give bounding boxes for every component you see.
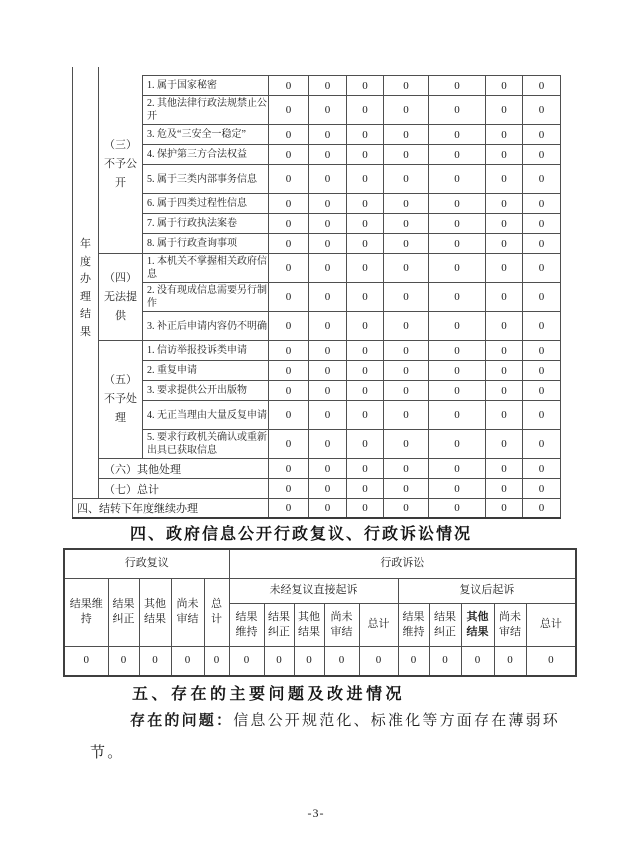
value-cell: 0 bbox=[347, 234, 384, 254]
section-4-heading: 四、政府信息公开行政复议、行政诉讼情况 bbox=[130, 526, 473, 543]
value-cell: 0 bbox=[429, 125, 486, 145]
value-cell: 0 bbox=[309, 381, 347, 401]
value-cell: 0 bbox=[429, 401, 486, 430]
value-cell: 0 bbox=[384, 165, 429, 194]
value-cell: 0 bbox=[347, 96, 384, 125]
value-cell: 0 bbox=[523, 459, 561, 479]
value-cell: 0 bbox=[309, 312, 347, 341]
value-cell: 0 bbox=[486, 125, 523, 145]
annual-processing-results-table bbox=[72, 75, 561, 519]
section-5-heading: 五、存在的主要问题及改进情况 bbox=[132, 686, 406, 703]
value-cell: 0 bbox=[347, 459, 384, 479]
value-cell: 0 bbox=[429, 145, 486, 165]
column-header: 总计 bbox=[526, 603, 576, 646]
issue-label: 存在的问题： bbox=[130, 713, 234, 729]
value-cell: 0 bbox=[486, 76, 523, 96]
item-label: 2. 重复申请 bbox=[143, 361, 269, 381]
value-cell: 0 bbox=[523, 361, 561, 381]
value-cell: 0 bbox=[269, 194, 309, 214]
value-cell: 0 bbox=[384, 76, 429, 96]
value-cell: 0 bbox=[269, 76, 309, 96]
value-cell: 0 bbox=[523, 312, 561, 341]
value-cell: 0 bbox=[398, 646, 429, 676]
value-cell: 0 bbox=[269, 312, 309, 341]
value-cell: 0 bbox=[486, 145, 523, 165]
item-label: 3. 危及“三安全一稳定” bbox=[143, 125, 269, 145]
item-label: 6. 属于四类过程性信息 bbox=[143, 194, 269, 214]
value-cell: 0 bbox=[384, 145, 429, 165]
item-label: 5. 要求行政机关确认或重新出具已获取信息 bbox=[143, 430, 269, 459]
value-cell: 0 bbox=[269, 96, 309, 125]
value-cell: 0 bbox=[384, 194, 429, 214]
value-cell: 0 bbox=[384, 479, 429, 499]
value-cell: 0 bbox=[486, 479, 523, 499]
post-review-suit-subheader: 复议后起诉 bbox=[398, 578, 576, 603]
value-cell: 0 bbox=[269, 254, 309, 283]
table-row bbox=[73, 499, 561, 519]
value-cell: 0 bbox=[384, 214, 429, 234]
value-cell: 0 bbox=[309, 165, 347, 194]
value-cell: 0 bbox=[429, 361, 486, 381]
value-cell: 0 bbox=[523, 341, 561, 361]
value-cell: 0 bbox=[309, 459, 347, 479]
value-cell: 0 bbox=[486, 165, 523, 194]
column-header: 其他结果 bbox=[461, 603, 494, 646]
column-header: 结果维持 bbox=[398, 603, 429, 646]
value-cell: 0 bbox=[64, 646, 108, 676]
value-cell: 0 bbox=[523, 76, 561, 96]
value-cell: 0 bbox=[347, 361, 384, 381]
value-cell: 0 bbox=[523, 194, 561, 214]
value-cell: 0 bbox=[171, 646, 204, 676]
value-cell: 0 bbox=[309, 76, 347, 96]
issue-text: 信息公开规范化、标准化等方面存在薄弱环节。 bbox=[90, 713, 561, 761]
column-header: 结果维持 bbox=[229, 603, 264, 646]
value-cell: 0 bbox=[486, 361, 523, 381]
value-cell: 0 bbox=[384, 361, 429, 381]
value-cell: 0 bbox=[384, 312, 429, 341]
value-cell: 0 bbox=[269, 283, 309, 312]
value-cell: 0 bbox=[429, 194, 486, 214]
value-cell: 0 bbox=[269, 479, 309, 499]
value-cell: 0 bbox=[309, 479, 347, 499]
value-cell: 0 bbox=[384, 283, 429, 312]
value-cell: 0 bbox=[309, 194, 347, 214]
review-lawsuit-table bbox=[63, 548, 577, 677]
value-cell: 0 bbox=[486, 341, 523, 361]
value-cell: 0 bbox=[461, 646, 494, 676]
item-label: 3. 要求提供公开出版物 bbox=[143, 381, 269, 401]
value-cell: 0 bbox=[486, 499, 523, 519]
value-cell: 0 bbox=[486, 254, 523, 283]
item-label: 4. 保护第三方合法权益 bbox=[143, 145, 269, 165]
value-cell: 0 bbox=[269, 165, 309, 194]
value-cell: 0 bbox=[429, 499, 486, 519]
value-cell: 0 bbox=[347, 145, 384, 165]
table-row bbox=[73, 401, 561, 430]
row-label-carryover: 四、结转下年度继续办理 bbox=[73, 499, 269, 519]
item-label: 7. 属于行政执法案卷 bbox=[143, 214, 269, 234]
value-cell: 0 bbox=[347, 194, 384, 214]
item-label: 1. 本机关不掌握相关政府信息 bbox=[143, 254, 269, 283]
value-cell: 0 bbox=[523, 479, 561, 499]
value-cell: 0 bbox=[486, 459, 523, 479]
value-cell: 0 bbox=[494, 646, 526, 676]
table-row bbox=[73, 145, 561, 165]
column-header: 尚未审结 bbox=[171, 578, 204, 646]
value-cell: 0 bbox=[523, 96, 561, 125]
value-cell: 0 bbox=[269, 401, 309, 430]
column-header: 尚未审结 bbox=[324, 603, 359, 646]
lawsuit-group-header: 行政诉讼 bbox=[229, 549, 576, 578]
item-label: 4. 无正当理由大量反复申请 bbox=[143, 401, 269, 430]
row-axis-label-cell bbox=[73, 76, 99, 499]
value-cell: 0 bbox=[204, 646, 229, 676]
value-cell: 0 bbox=[347, 214, 384, 234]
table-row bbox=[73, 459, 561, 479]
value-cell: 0 bbox=[347, 430, 384, 459]
column-header: 其他结果 bbox=[139, 578, 171, 646]
category-cell-sec5: （五）不予处理 bbox=[99, 341, 143, 459]
item-label: 2. 其他法律行政法规禁止公开 bbox=[143, 96, 269, 125]
value-cell: 0 bbox=[486, 401, 523, 430]
value-cell: 0 bbox=[264, 646, 294, 676]
value-cell: 0 bbox=[384, 499, 429, 519]
value-cell: 0 bbox=[384, 381, 429, 401]
value-cell: 0 bbox=[486, 283, 523, 312]
value-cell: 0 bbox=[486, 381, 523, 401]
table-row bbox=[73, 234, 561, 254]
row-axis-label: 年度办理结果 bbox=[80, 238, 91, 338]
value-cell: 0 bbox=[429, 312, 486, 341]
table-row bbox=[73, 283, 561, 312]
value-cell: 0 bbox=[384, 125, 429, 145]
table-row bbox=[73, 194, 561, 214]
column-header: 结果纠正 bbox=[429, 603, 461, 646]
value-cell: 0 bbox=[429, 214, 486, 234]
value-cell: 0 bbox=[429, 254, 486, 283]
column-header: 尚未审结 bbox=[494, 603, 526, 646]
value-cell: 0 bbox=[347, 283, 384, 312]
value-cell: 0 bbox=[309, 145, 347, 165]
page-number: -3- bbox=[307, 806, 325, 820]
value-cell: 0 bbox=[486, 312, 523, 341]
value-cell: 0 bbox=[139, 646, 171, 676]
value-cell: 0 bbox=[347, 125, 384, 145]
value-cell: 0 bbox=[309, 125, 347, 145]
column-header: 总计 bbox=[359, 603, 398, 646]
value-cell: 0 bbox=[384, 96, 429, 125]
value-cell: 0 bbox=[269, 341, 309, 361]
category-cell-sec4: （四）无法提供 bbox=[99, 254, 143, 341]
value-cell: 0 bbox=[523, 401, 561, 430]
table-row bbox=[73, 430, 561, 459]
value-cell: 0 bbox=[347, 341, 384, 361]
value-cell: 0 bbox=[429, 381, 486, 401]
column-header: 结果纠正 bbox=[264, 603, 294, 646]
value-cell: 0 bbox=[429, 76, 486, 96]
value-cell: 0 bbox=[526, 646, 576, 676]
value-cell: 0 bbox=[486, 234, 523, 254]
value-cell: 0 bbox=[523, 254, 561, 283]
value-cell: 0 bbox=[309, 214, 347, 234]
value-cell: 0 bbox=[384, 459, 429, 479]
value-cell: 0 bbox=[486, 430, 523, 459]
value-cell: 0 bbox=[429, 165, 486, 194]
value-cell: 0 bbox=[523, 499, 561, 519]
category-cell-sec3: （三）不予公开 bbox=[99, 76, 143, 254]
issues-paragraph bbox=[90, 705, 560, 769]
item-label: 1. 属于国家秘密 bbox=[143, 76, 269, 96]
value-cell: 0 bbox=[429, 479, 486, 499]
value-cell: 0 bbox=[309, 234, 347, 254]
column-header: 其他结果 bbox=[294, 603, 324, 646]
column-header: 总计 bbox=[204, 578, 229, 646]
value-cell: 0 bbox=[309, 430, 347, 459]
table-row bbox=[73, 312, 561, 341]
table-row bbox=[73, 125, 561, 145]
value-cell: 0 bbox=[486, 194, 523, 214]
value-cell: 0 bbox=[523, 283, 561, 312]
value-cell: 0 bbox=[384, 254, 429, 283]
value-cell: 0 bbox=[108, 646, 139, 676]
value-cell: 0 bbox=[486, 214, 523, 234]
value-cell: 0 bbox=[384, 234, 429, 254]
value-cell: 0 bbox=[523, 145, 561, 165]
column-header: 结果纠正 bbox=[108, 578, 139, 646]
value-cell: 0 bbox=[269, 430, 309, 459]
table-row bbox=[73, 381, 561, 401]
item-label: 5. 属于三类内部事务信息 bbox=[143, 165, 269, 194]
item-label: 2. 没有现成信息需要另行制作 bbox=[143, 283, 269, 312]
value-cell: 0 bbox=[269, 361, 309, 381]
value-cell: 0 bbox=[523, 381, 561, 401]
value-cell: 0 bbox=[429, 96, 486, 125]
table-row bbox=[73, 361, 561, 381]
value-cell: 0 bbox=[347, 381, 384, 401]
table-row bbox=[64, 646, 576, 676]
table-row bbox=[73, 254, 561, 283]
value-cell: 0 bbox=[309, 499, 347, 519]
value-cell: 0 bbox=[309, 341, 347, 361]
value-cell: 0 bbox=[309, 401, 347, 430]
table-row bbox=[73, 479, 561, 499]
value-cell: 0 bbox=[269, 459, 309, 479]
value-cell: 0 bbox=[523, 234, 561, 254]
value-cell: 0 bbox=[269, 125, 309, 145]
table-row bbox=[73, 214, 561, 234]
value-cell: 0 bbox=[384, 401, 429, 430]
item-label: 3. 补正后申请内容仍不明确 bbox=[143, 312, 269, 341]
value-cell: 0 bbox=[269, 214, 309, 234]
value-cell: 0 bbox=[347, 165, 384, 194]
value-cell: 0 bbox=[523, 125, 561, 145]
value-cell: 0 bbox=[347, 254, 384, 283]
row-label-total: （七）总计 bbox=[99, 479, 269, 499]
value-cell: 0 bbox=[229, 646, 264, 676]
value-cell: 0 bbox=[429, 459, 486, 479]
direct-suit-subheader: 未经复议直接起诉 bbox=[229, 578, 398, 603]
row-label-other: （六）其他处理 bbox=[99, 459, 269, 479]
table-row bbox=[73, 96, 561, 125]
value-cell: 0 bbox=[347, 401, 384, 430]
value-cell: 0 bbox=[429, 430, 486, 459]
value-cell: 0 bbox=[294, 646, 324, 676]
value-cell: 0 bbox=[347, 76, 384, 96]
value-cell: 0 bbox=[384, 341, 429, 361]
value-cell: 0 bbox=[269, 234, 309, 254]
value-cell: 0 bbox=[429, 646, 461, 676]
value-cell: 0 bbox=[269, 381, 309, 401]
value-cell: 0 bbox=[429, 283, 486, 312]
table-row bbox=[64, 578, 576, 603]
value-cell: 0 bbox=[429, 341, 486, 361]
item-label: 8. 属于行政查询事项 bbox=[143, 234, 269, 254]
value-cell: 0 bbox=[309, 283, 347, 312]
value-cell: 0 bbox=[309, 96, 347, 125]
review-group-header: 行政复议 bbox=[64, 549, 229, 578]
table-row bbox=[73, 341, 561, 361]
value-cell: 0 bbox=[523, 165, 561, 194]
value-cell: 0 bbox=[429, 234, 486, 254]
value-cell: 0 bbox=[523, 214, 561, 234]
column-header: 结果维持 bbox=[64, 578, 108, 646]
value-cell: 0 bbox=[269, 145, 309, 165]
table-row bbox=[73, 165, 561, 194]
value-cell: 0 bbox=[384, 430, 429, 459]
value-cell: 0 bbox=[309, 361, 347, 381]
value-cell: 0 bbox=[347, 479, 384, 499]
value-cell: 0 bbox=[359, 646, 398, 676]
item-label: 1. 信访举报投诉类申请 bbox=[143, 341, 269, 361]
value-cell: 0 bbox=[269, 499, 309, 519]
table-row bbox=[64, 549, 576, 578]
value-cell: 0 bbox=[309, 254, 347, 283]
value-cell: 0 bbox=[347, 312, 384, 341]
value-cell: 0 bbox=[523, 430, 561, 459]
value-cell: 0 bbox=[347, 499, 384, 519]
value-cell: 0 bbox=[486, 96, 523, 125]
table-row bbox=[73, 76, 561, 96]
value-cell: 0 bbox=[324, 646, 359, 676]
